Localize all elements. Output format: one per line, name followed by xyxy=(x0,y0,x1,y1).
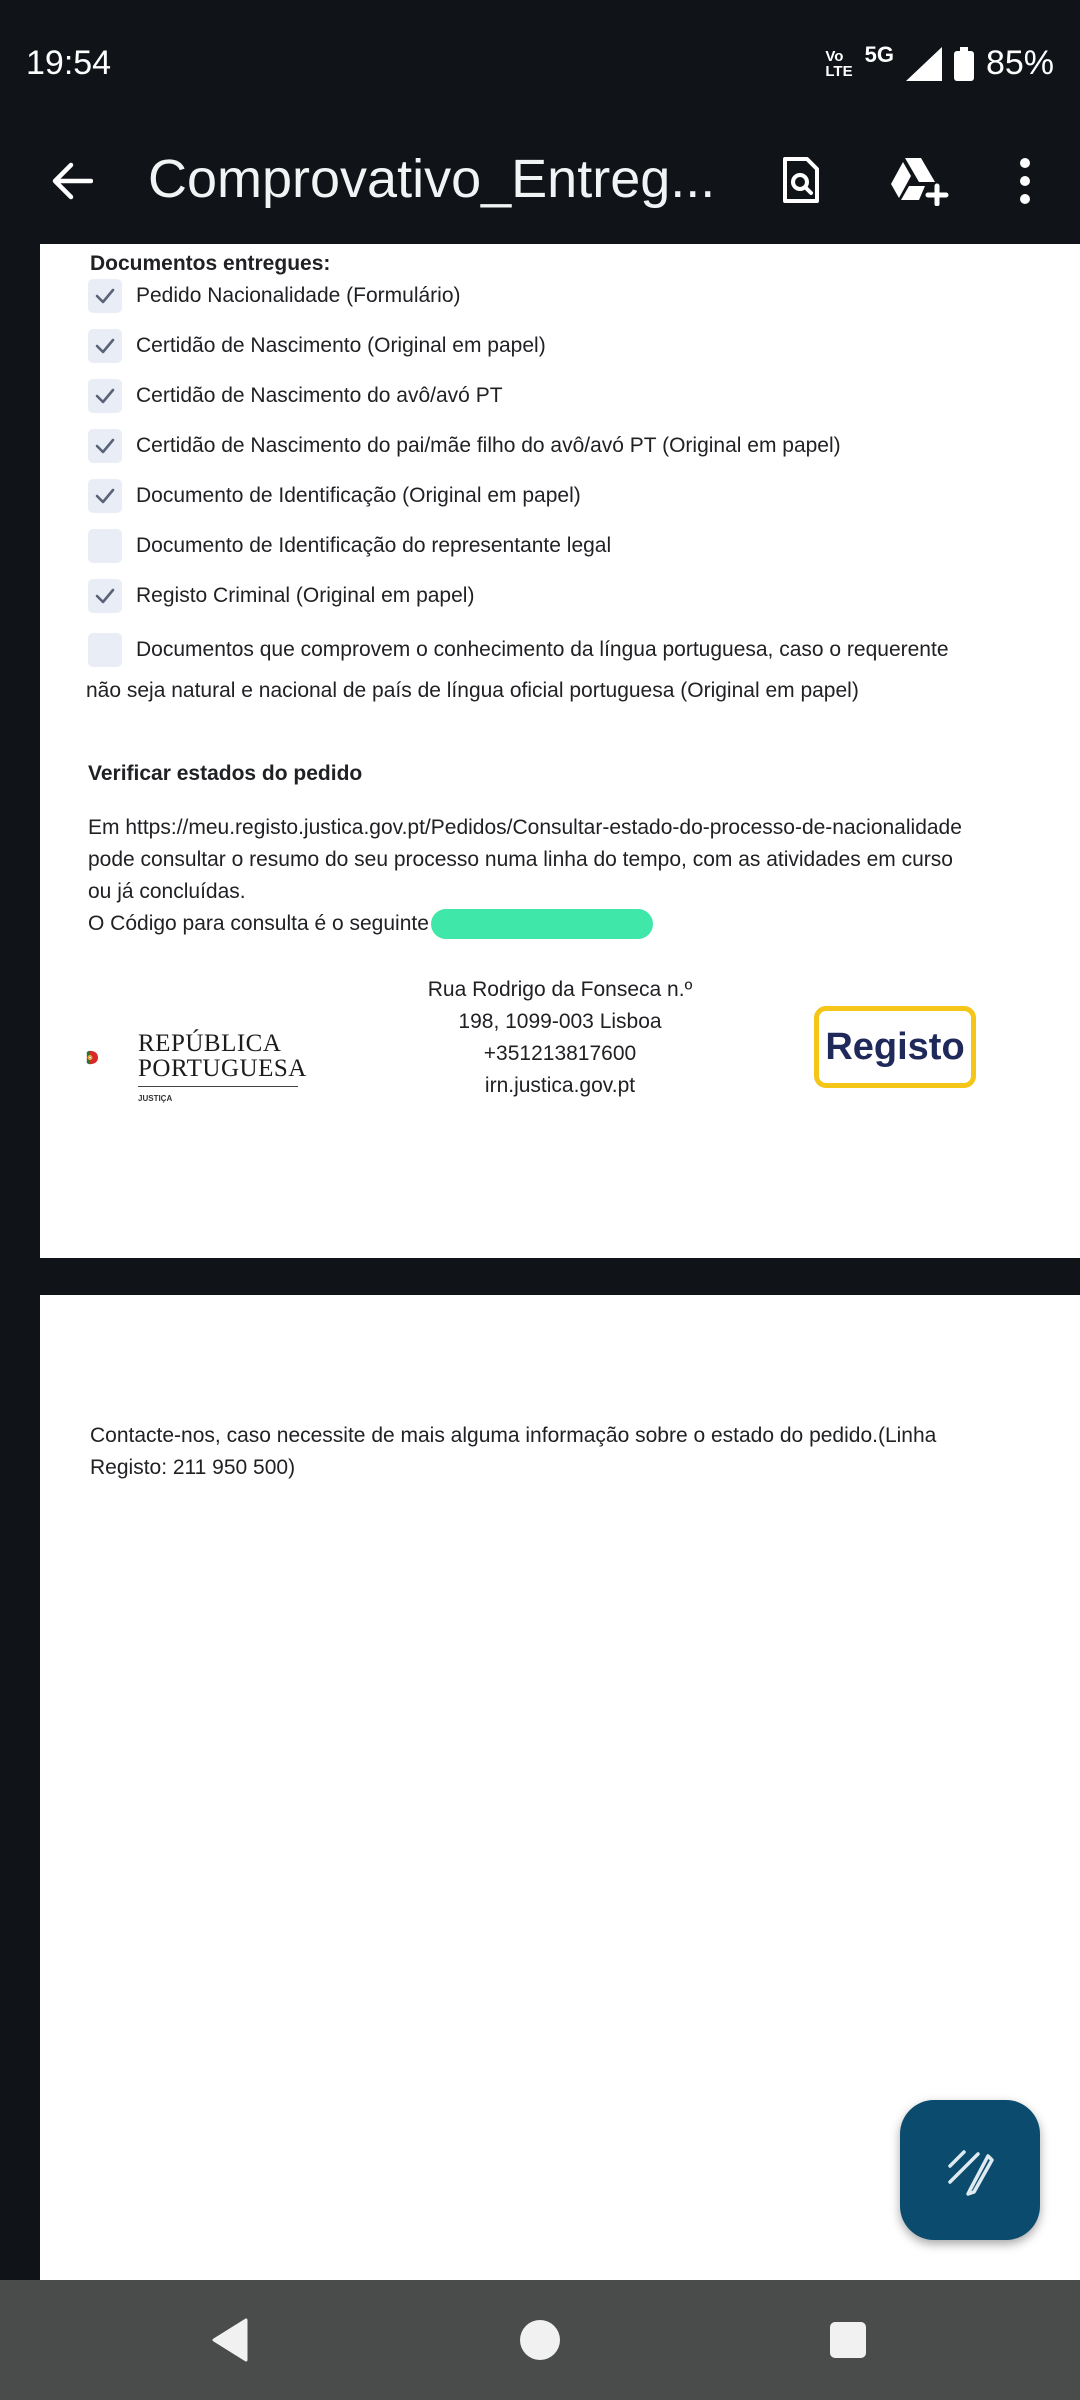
republica-portuguesa-wordmark: REPÚBLICA PORTUGUESA xyxy=(138,1030,307,1082)
nav-recents-button[interactable] xyxy=(818,2310,878,2370)
find-in-document-icon xyxy=(781,157,821,205)
more-vert-icon xyxy=(1019,157,1031,205)
add-to-drive-button[interactable] xyxy=(884,146,954,216)
check-icon xyxy=(94,485,116,507)
checkbox-unchecked xyxy=(88,529,122,563)
republica-portuguesa-subtitle: JUSTIÇA xyxy=(138,1094,173,1103)
status-time: 19:54 xyxy=(26,44,112,82)
check-icon xyxy=(94,435,116,457)
checkbox-checked xyxy=(88,479,122,513)
more-options-button[interactable] xyxy=(990,146,1060,216)
add-to-drive-icon xyxy=(889,156,949,206)
checkbox-checked xyxy=(88,379,122,413)
battery-percent: 85% xyxy=(985,44,1054,82)
back-arrow-icon xyxy=(49,161,93,201)
find-in-document-button[interactable] xyxy=(766,146,836,216)
checklist-item: Certidão de Nascimento do avô/avó PT xyxy=(88,379,503,413)
nav-home-icon xyxy=(518,2318,562,2362)
signal-icon xyxy=(906,47,942,81)
check-icon xyxy=(94,585,116,607)
checkbox-checked xyxy=(88,429,122,463)
status-icons xyxy=(825,44,1054,83)
system-nav-bar xyxy=(0,2280,1080,2400)
check-icon xyxy=(94,385,116,407)
network-type: 5G xyxy=(864,42,894,67)
logo-divider xyxy=(138,1086,298,1087)
verify-status-title: Verificar estados do pedido xyxy=(88,762,363,785)
volte-icon: Vo LTE xyxy=(825,47,853,80)
checkbox-checked xyxy=(88,329,122,363)
status-bar xyxy=(0,0,1080,120)
checklist-item: Pedido Nacionalidade (Formulário) xyxy=(88,279,461,313)
nav-back-icon xyxy=(210,2318,250,2362)
redacted-code xyxy=(431,909,653,939)
check-icon xyxy=(94,335,116,357)
checklist-item: Documento de Identificação (Original em papel) xyxy=(88,479,581,513)
address-block: Rua Rodrigo da Fonseca n.º 198, 1099-003 Lisboa +351213817600 irn.justica.gov.pt xyxy=(427,978,693,1097)
annotate-fab-button[interactable] xyxy=(900,2100,1040,2240)
battery-icon xyxy=(954,47,974,81)
nav-recents-icon xyxy=(828,2320,868,2360)
document-page-1[interactable] xyxy=(40,244,1080,1258)
nav-home-button[interactable] xyxy=(510,2310,570,2370)
checklist-item: Registo Criminal (Original em papel) xyxy=(88,579,474,613)
edit-pen-icon xyxy=(942,2142,998,2198)
checkbox-unchecked xyxy=(88,633,122,667)
app-bar xyxy=(0,120,1080,244)
checklist-item: Certidão de Nascimento do pai/mãe filho do avô/avó PT (Original em papel) xyxy=(88,429,841,463)
contact-paragraph: Contacte-nos, caso necessite de mais alguma informação sobre o estado do pedido.(Linha Registo: 211 950 500) xyxy=(90,1424,937,1479)
delivered-documents-title: Documentos entregues: xyxy=(90,252,331,275)
checklist-item: Certidão de Nascimento (Original em papel) xyxy=(88,329,546,363)
checkbox-checked xyxy=(88,579,122,613)
verify-status-paragraph: Em https://meu.registo.justica.gov.pt/Pedidos/Consultar-estado-do-processo-de-nacionalidade pode consultar o resumo do seu processo numa linha do tempo, com as atividades em curso ou já concluídas. O Código para consulta é o seguinte xyxy=(88,812,962,940)
document-title: Comprovativo_Entreg... xyxy=(148,149,716,209)
checkbox-checked xyxy=(88,279,122,313)
nav-back-button[interactable] xyxy=(200,2310,260,2370)
registo-logo: Registo xyxy=(814,1006,976,1088)
check-icon xyxy=(94,285,116,307)
checklist-item: Documento de Identificação do representante legal xyxy=(88,529,611,563)
checklist-item-continuation: não seja natural e nacional de país de língua oficial portuguesa (Original em papel) xyxy=(86,679,859,702)
back-button[interactable] xyxy=(36,146,106,216)
checklist-item: Documentos que comprovem o conhecimento da língua portuguesa, caso o requerente xyxy=(88,633,949,667)
republica-portuguesa-logo-icon xyxy=(86,1026,146,1094)
